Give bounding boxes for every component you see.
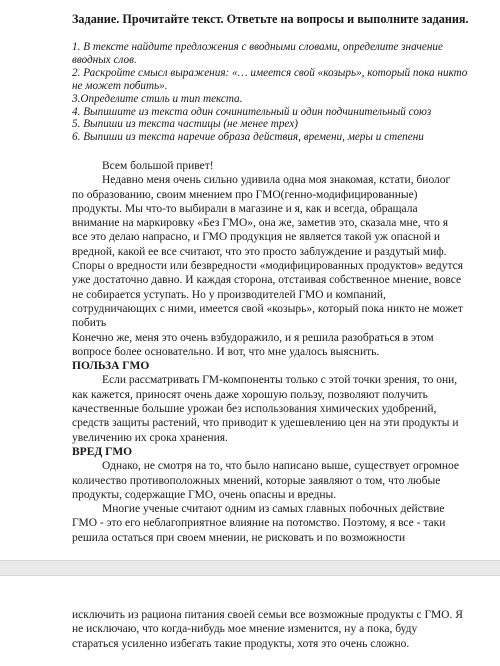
section-heading-benefit: ПОЛЬЗА ГМО: [72, 360, 150, 373]
task-item: 1. В тексте найдите предложения с вводными словами, определите значение вводных слов.: [72, 41, 443, 66]
assignment-title: Задание. Прочитайте текст. Ответьте на вопросы и выполните задания.: [72, 12, 469, 26]
page-separator: [0, 560, 500, 576]
task-item: 6. Выпиши из текста наречие образа действия, времени, меры и степени: [72, 131, 424, 144]
paragraph: Если рассматривать ГМ-компоненты только с этой точки зрения, то они, как кажется, приносят очень даже хорошую пользу, позволяют получить качественные большие урожаи без использования химических удобрений, средств защиты растений, что приводит к удешевлению цен на эти продукты и увеличению их срока хранения.: [72, 374, 459, 444]
article-body: [72, 159, 464, 545]
paragraph: Недавно меня очень сильно удивила одна моя знакомая, кстати, биолог по образованию, своим мнением про ГМО(генно-модифицированные) продукты. Мы что-то выбирали в магазине и я, как и всегда, обращала внимание на маркировку «Без ГМО», она же, заметив это, сказала мне, что я все это делаю напрасно, и ГМО продукция не является такой уж опасной и вредной, какой ее все считают, что это просто заблуждение и раздутый миф. Споры о вредности или безвредности «модифицированных продуктов» ведутся уже достаточно давно. И каждая сторона, отстаивая собственное мнение, вовсе не собирается уступать. Но у производителей ГМО и компаний, сотрудничающих с ними, имеется свой «козырь», который пока никто не может побить: [72, 174, 464, 330]
section-heading-harm: ВРЕД ГМО: [72, 445, 133, 458]
task-item: 3.Определите стиль и тип текста.: [72, 92, 243, 105]
task-item: 5. Выпиши из текста частицы (не менее трех): [72, 118, 298, 131]
paragraph: исключить из рациона питания своей семьи все возможные продукты с ГМО. Я не исключаю, что когда-нибудь мое мнение изменится, ну а пока, буду стараться усиленно избегать такие продукты, хотя это очень сложно.: [72, 609, 463, 650]
task-item: 2. Раскройте смысл выражения: «… имеется свой «козырь», который пока никто не может побить».: [72, 66, 468, 92]
paragraph: Многие ученые считают одним из самых главных побочных действие ГМО - это его неблагоприятное влияние на потомство. Поэтому, я все - таки решила остаться при своем мнении, не рисковать и по возможности: [72, 503, 446, 544]
task-list: [72, 41, 472, 144]
article-body-continued: [72, 608, 464, 651]
greeting: Всем большой привет!: [102, 160, 214, 172]
paragraph: Конечно же, меня это очень взбудоражило, и я решила разобраться в этом вопросе более основательно. И вот, что мне удалось выяснить.: [72, 331, 434, 358]
task-item: 4. Выпишите из текста один сочинительный и один подчинительный союз: [72, 105, 432, 118]
paragraph: Однако, не смотря на то, что было написано выше, существует огромное количество противоположных мнений, которые заявляют о том, что любые продукты, содержащие ГМО, очень опасны и вредны.: [72, 460, 459, 501]
document-page-2: [0, 576, 500, 666]
